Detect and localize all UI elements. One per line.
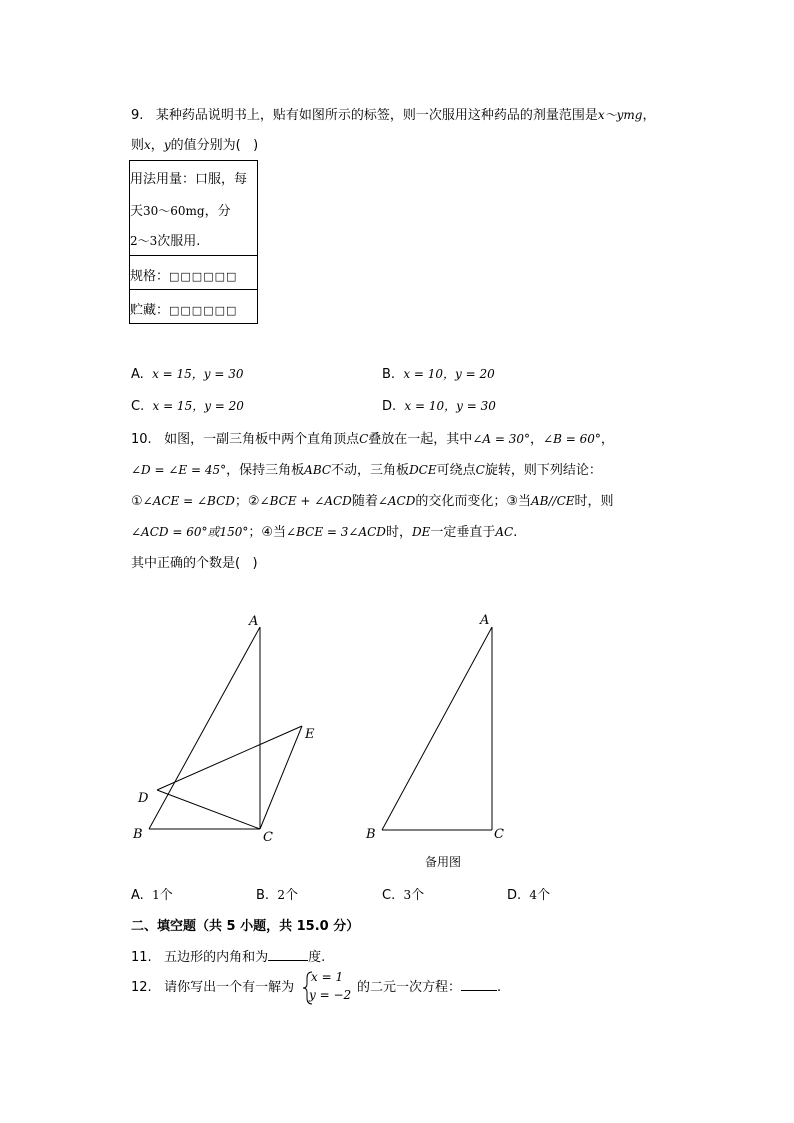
label-spec-cell [130,256,257,290]
q9-stem: 某种药品说明书上，贴有如图所示的标签，则一次服用这种药品的剂量范围是 [155,108,598,123]
q9-line1 [131,104,655,123]
option-unit: 个 [159,888,173,903]
backup-segment-ba [382,627,492,830]
label-storage-cell [130,290,257,324]
usage-split: ，分 [204,204,231,219]
fig-label-e: E [305,727,315,742]
option-unit: 个 [411,888,425,903]
q9-option-d[interactable] [382,397,496,414]
q11-text: 五边形的内角和为 [164,950,269,965]
q10-math: C [475,463,485,477]
q10-text: ， [530,432,544,447]
q10-math: ∠BCE = 3∠ACD [286,525,386,539]
q11-line [131,946,325,965]
fig-label-b: B [133,827,143,842]
q12-post: 的二元一次方程： [357,980,462,995]
storage-value: □□□□□□ [169,304,238,317]
triangle-abc-main [149,627,260,829]
fig-label-c: C [263,830,273,845]
backup-label-c: C [494,827,504,842]
q10-line1 [131,428,614,447]
q10-option-d[interactable] [507,884,550,903]
q10-text: ；② [234,494,260,509]
q9-option-b[interactable] [382,365,495,382]
q10-math: AB//CE [531,494,575,508]
q11-answer-blank[interactable] [268,948,308,961]
backup-label-a: A [480,613,490,628]
section-title: 二、填空题（共 5 小题，共 15.0 分） [131,919,360,934]
q9-then: 则 [131,138,145,153]
spec-label: 规格： [130,269,170,284]
spec-value: □□□□□□ [169,270,238,283]
triangle-abc-backup [382,627,492,830]
usage-line-2 [130,200,231,219]
q9-var-x: x [144,138,151,152]
fig-label-a: A [249,614,259,629]
q10-text: 一定垂直于 [430,525,496,540]
medicine-label [129,160,258,324]
q10-line4 [131,521,517,540]
q10-math: C [359,432,369,446]
option-letter: A. [131,367,144,382]
q10-text: 时，则 [574,494,614,509]
usage-take: 次服用. [157,234,201,249]
q10-text: ， [600,432,614,447]
fig-label-d: D [138,791,149,806]
q10-text: 叠放在一起，其中 [368,432,473,447]
storage-label: 贮藏： [130,303,170,318]
q10-option-b[interactable] [256,884,298,903]
q9-option-a[interactable] [131,365,244,382]
q12-tail [357,976,501,995]
q12-text: 请你写出一个有一解为 [164,980,295,995]
q10-line5: 其中正确的个数是( ) [131,556,258,571]
q12-answer-blank[interactable] [461,978,497,991]
usage-times: 2～3 [130,234,158,248]
q12-number: 12. [131,980,152,995]
segment-dc [157,790,260,829]
usage-day: 天 [130,204,144,219]
backup-caption: 备用图 [425,855,462,869]
q10-text: 的交化而变化；③当 [415,494,532,509]
q10-math: AC [495,525,514,539]
q10-line3 [131,490,614,509]
q10-text: 如图，一副三角板中两个直角顶点 [164,432,360,447]
q10-math: ∠ACD = 60°或150° [131,525,249,539]
q11-post: 度. [308,950,326,965]
q10-math: DCE [409,463,437,477]
option-letter: B. [382,367,396,382]
option-num: 4 [529,888,538,902]
q10-text: 随着 [351,494,378,509]
q9-number: 9. [131,108,144,123]
option-text: x = 15，y = 30 [152,367,244,381]
q10-math: ∠A = 30° [472,432,530,446]
q10-figures [0,600,794,900]
label-usage-cell [130,161,257,256]
system-eq-2: y = −2 [309,988,352,1002]
system-eq-1: x = 1 [311,970,344,984]
option-letter: A. [131,888,144,903]
q10-math: ∠D = ∠E = 45° [131,463,227,477]
q9-option-c[interactable] [131,397,244,414]
q12-line [131,976,294,995]
triangle-dce [157,726,302,829]
option-letter: D. [382,399,397,414]
option-letter: C. [131,399,145,414]
q9-ask: 的值分别为( ) [170,138,259,153]
q10-option-a[interactable] [131,884,173,903]
q10-text: 时， [385,525,412,540]
usage-line-3 [130,230,200,249]
option-text: x = 15，y = 20 [152,399,244,413]
q10-line2 [131,459,602,478]
option-text: x = 10，y = 20 [403,367,495,381]
option-unit: 个 [537,888,551,903]
option-num: 2 [277,888,285,902]
backup-label-b: B [366,827,376,842]
q10-text: ，保持三角板 [226,463,305,478]
q10-math: ∠ACD [377,494,416,508]
q10-math: ∠BCE + ∠ACD [259,494,352,508]
q9-sep: ， [150,138,164,153]
usage-line-1: 用法用量：口服，每 [130,172,248,187]
option-letter: C. [382,888,396,903]
usage-dose: 30～60mg [143,204,205,218]
segment-ba [149,627,260,829]
option-num: 1 [152,888,160,902]
q9-range-math: x～ymg [597,108,643,122]
q10-math: ∠ACE = ∠BCD [142,494,235,508]
q10-math: DE [411,525,431,539]
option-letter: B. [256,888,270,903]
q9-line2 [131,134,258,153]
q10-text: 不动，三角板 [331,463,410,478]
q10-option-c[interactable] [382,884,424,903]
option-text: x = 10，y = 30 [404,399,496,413]
option-letter: D. [507,888,522,903]
q10-math: ABC [304,463,332,477]
q10-text: . [513,525,518,540]
option-unit: 个 [284,888,298,903]
q12-end: . [497,980,502,995]
q10-text: ① [131,494,143,509]
q10-math: ∠B = 60° [543,432,601,446]
q10-number: 10. [131,432,152,447]
q11-number: 11. [131,950,152,965]
q10-text: 旋转，则下列结论： [484,463,602,478]
q10-text: 可绕点 [436,463,476,478]
q10-text: ；④当 [248,525,287,540]
q9-comma: ， [642,108,656,123]
option-num: 3 [403,888,412,902]
q9-var-y: y [163,138,171,152]
